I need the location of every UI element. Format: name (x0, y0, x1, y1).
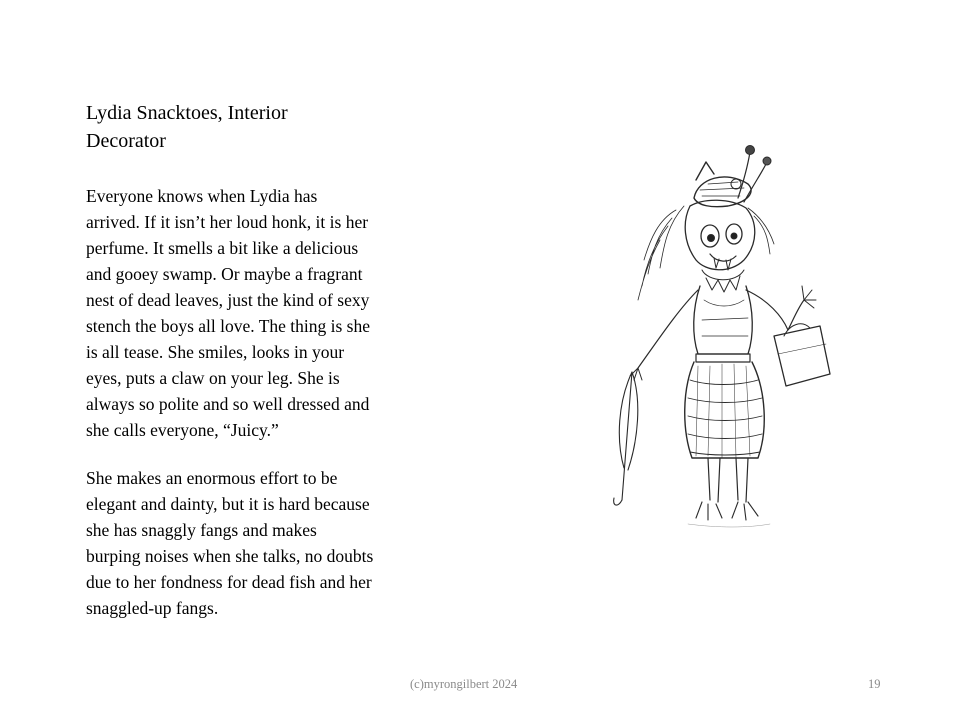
antenna-bulb (746, 146, 755, 155)
title-line: Lydia Snacktoes, Interior (86, 102, 288, 124)
foot (696, 502, 722, 520)
antenna (738, 152, 750, 198)
text-line: perfume. It smells a bit like a delicious (86, 238, 359, 258)
antenna-bulb (763, 157, 771, 165)
claw-right (802, 286, 816, 308)
head (685, 200, 755, 270)
paragraph-second (86, 465, 446, 621)
copyright-footer: (c)myrongilbert 2024 (410, 677, 518, 691)
text-line: stench the boys all love. The thing is she (86, 316, 371, 336)
arm-right (746, 290, 804, 330)
text-line: arrived. If it isn’t her loud honk, it is her (86, 212, 369, 232)
fur (638, 206, 684, 300)
collar (702, 270, 744, 292)
text-line: she has snaggly fangs and makes (86, 520, 317, 540)
text-line: Everyone knows when Lydia has (86, 186, 318, 206)
text-line: eyes, puts a claw on your leg. She is (86, 368, 340, 388)
skirt (685, 362, 765, 458)
text-line: and gooey swamp. Or maybe a fragrant (86, 264, 363, 284)
text-line: always so polite and so well dressed and (86, 394, 370, 414)
text-line: burping noises when she talks, no doubts (86, 546, 374, 566)
leg (708, 458, 748, 502)
arm-left (638, 290, 698, 368)
foot (732, 502, 758, 520)
text-line: is all tease. She smiles, looks in your (86, 342, 345, 362)
belt (696, 354, 750, 362)
text-line: she calls everyone, “Juicy.” (86, 420, 279, 440)
text-line: nest of dead leaves, just the kind of sexy (86, 290, 370, 310)
text-line: due to her fondness for dead fish and her (86, 572, 372, 592)
title-line: Decorator (86, 130, 166, 152)
page-title (86, 99, 406, 155)
creature-sketch-illustration (598, 140, 848, 570)
text-line: snaggled-up fangs. (86, 598, 219, 618)
page-number: 19 (868, 677, 881, 691)
umbrella (619, 372, 637, 500)
text-line: elegant and dainty, but it is hard because (86, 494, 370, 514)
text-line: She makes an enormous effort to be (86, 468, 338, 488)
handbag (774, 326, 830, 386)
paragraph-intro (86, 183, 446, 443)
